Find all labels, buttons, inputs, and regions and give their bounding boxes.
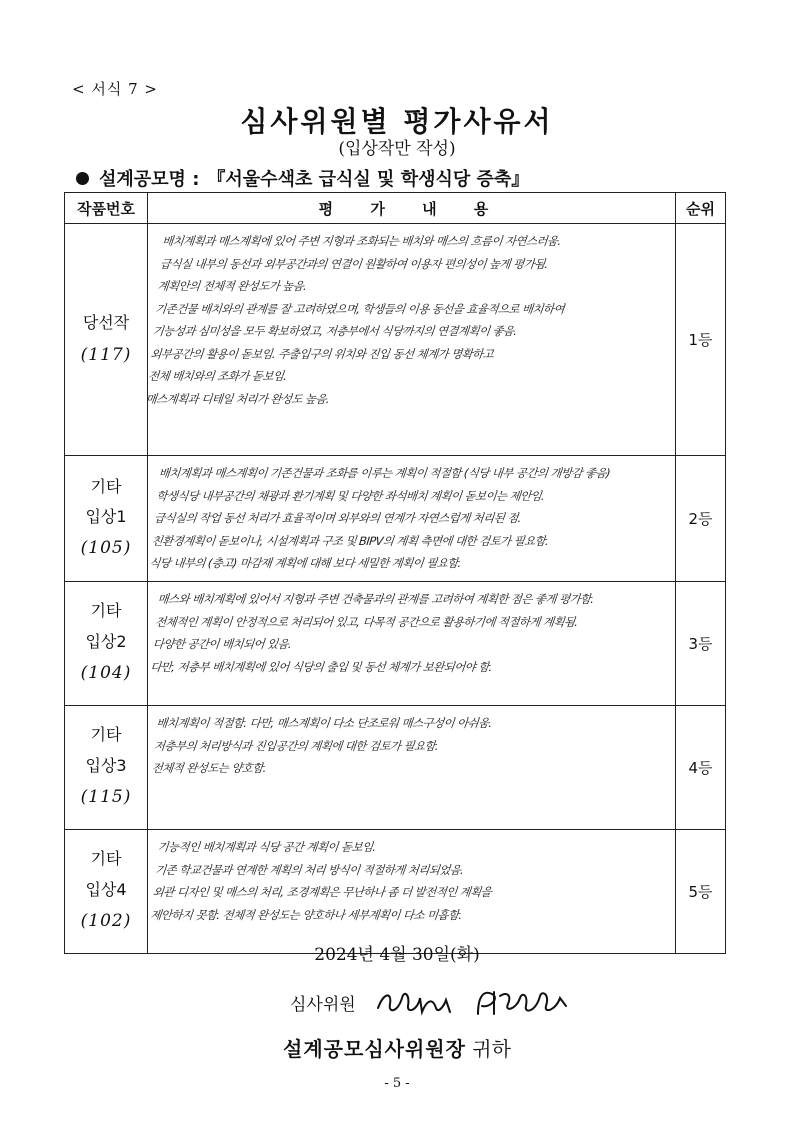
handwritten-line: 다만, 저층부 배치계획에 있어 식당의 출입 및 동선 체계가 보완되어야 함. (149, 659, 493, 673)
entry-number: (105) (80, 538, 132, 559)
table-row (65, 829, 726, 953)
rank-cell: 5등 (676, 829, 726, 953)
handwritten-line: 배치계획이 적절함. 다만, 매스계획이 다소 단조로워 매스구성이 아쉬움. (155, 715, 493, 730)
entry-label: 당선작 (82, 313, 130, 333)
handwritten-line: 기존 학교건물과 연계한 계획의 처리 방식이 적절하게 처리되었음. (154, 862, 465, 876)
evaluation-content-cell (145, 224, 676, 456)
entry-cell (65, 829, 148, 953)
bullet-icon (76, 172, 89, 185)
handwritten-line: 매스계획과 디테일 처리가 완성도 높음. (145, 391, 330, 406)
entry-label: 입상4 (85, 879, 127, 899)
handwritten-line: 배치계획과 매스계획에 있어 주변 지형과 조화되는 배치와 매스의 흐름이 자연스러움. (161, 234, 562, 248)
page-number: - 5 - (384, 1076, 410, 1091)
table-row (65, 224, 726, 456)
handwritten-line: 기능성과 심미성을 모두 확보하였고, 저층부에서 식당까지의 연결계획이 좋음. (152, 324, 518, 338)
entry-number: (104) (80, 663, 132, 684)
project-line (76, 165, 529, 191)
evaluation-content-cell (148, 581, 676, 705)
entry-number: (117) (80, 344, 132, 365)
handwritten-line: 다양한 공간이 배치되어 있음. (152, 636, 292, 651)
evaluation-content-cell (148, 456, 676, 582)
table-row (65, 581, 726, 705)
handwritten-line: 전체 배치와의 조화가 돋보임. (147, 369, 288, 383)
handwritten-line: 매스와 배치계획에 있어서 지형과 주변 건축물과의 관계를 고려하여 계획한 점은 좋게 평가함. (156, 591, 595, 606)
addressee-suffix: 귀하 (465, 1037, 511, 1061)
handwritten-line: 급식실 내부의 동선과 외부공간과의 연결이 원활하여 이용자 편의성이 높게 평가됨. (159, 256, 549, 271)
judge-label: 심사위원 (290, 994, 356, 1015)
handwritten-line: 친환경계획이 돋보이나, 시설계획과 구조 및 BIPV의 계획 측면에 대한 검토가 필요함. (150, 533, 550, 548)
column-header-rank: 순위 (676, 193, 726, 224)
handwritten-line: 기존건물 배치와의 관계를 잘 고려하였으며, 학생들의 이용 동선을 효율적으로 배치하여 (154, 301, 565, 316)
addressee-title: 설계공모심사위원장 (283, 1037, 466, 1061)
handwritten-line: 계획안의 전체적 완성도가 높음. (156, 279, 308, 293)
handwritten-line: 저층부의 처리방식과 진입공간의 계획에 대한 검토가 필요함. (153, 738, 439, 752)
column-header-entry-no: 작품번호 (65, 193, 148, 224)
entry-number: (115) (80, 787, 132, 808)
handwritten-line: 외관 디자인 및 매스의 처리, 조경계획은 무난하나 좀 더 발전적인 계획을 (152, 884, 492, 899)
entry-cell (65, 581, 148, 705)
addressee (0, 1033, 794, 1062)
entry-label: 기타 (90, 601, 122, 621)
entry-label: 입상2 (85, 631, 127, 651)
document-title: 심사위원별 평가사유서 (240, 105, 554, 138)
entry-label: 입상1 (85, 507, 127, 527)
handwritten-line: 전체적 완성도는 양호함. (150, 760, 267, 775)
entry-cell (65, 705, 148, 829)
table-header-row (65, 193, 726, 224)
entry-number: (102) (80, 911, 132, 932)
entry-label: 입상3 (85, 755, 127, 775)
table-row (65, 456, 726, 582)
judge-signature (374, 984, 574, 1020)
handwritten-line: 기능적인 배치계획과 식당 공간 계획이 돋보임. (156, 839, 377, 854)
column-header-content: 평 가 내 용 (148, 193, 676, 224)
rank-cell: 3등 (676, 581, 726, 705)
handwritten-line: 배치계획과 매스계획이 기존건물과 조화를 이루는 계획이 적절함 (식당 내부 공간의 개방감 좋음) (158, 466, 611, 480)
rank-cell: 2등 (676, 456, 726, 582)
form-number: < 서식 7 > (72, 80, 158, 98)
table-row (65, 705, 726, 829)
project-label: 설계공모명 : (99, 169, 200, 190)
handwritten-line: 외부공간의 활용이 돋보임. 주출입구의 위치와 진입 동선 체계가 명확하고 (149, 346, 494, 361)
rank-cell: 4등 (676, 705, 726, 829)
entry-cell (65, 224, 148, 456)
entry-label: 기타 (90, 849, 122, 869)
handwritten-line: 전체적인 계획이 안정적으로 처리되어 있고, 다목적 공간으로 활용하기에 적절하게 계획됨. (154, 614, 579, 628)
evaluation-table (64, 192, 726, 954)
document-subtitle: (입상작만 작성) (338, 139, 456, 159)
handwritten-line: 제안하지 못함. 전체적 완성도는 양호하나 세부계획이 다소 미흡함. (149, 907, 463, 921)
entry-label: 기타 (90, 476, 122, 496)
document-date: 2024년 4월 30일(화) (314, 945, 480, 965)
rank-cell: 1등 (676, 224, 726, 456)
entry-cell (65, 456, 148, 582)
judge-signature-line (290, 984, 574, 1020)
handwritten-line: 급식실의 작업 동선 처리가 효율적이며 외부와의 연계가 자연스럽게 처리된 점. (153, 511, 522, 525)
project-name: 『서울수색초 급식실 및 학생식당 증축』 (207, 169, 530, 190)
evaluation-content-cell (148, 829, 676, 953)
entry-label: 기타 (90, 725, 122, 745)
handwritten-line: 식당 내부의 (층고) 마감재 계획에 대해 보다 세밀한 계획이 필요함. (148, 556, 462, 570)
evaluation-content-cell (148, 705, 676, 829)
handwritten-line: 학생식당 내부공간의 채광과 환기계획 및 다양한 좌석배치 계획이 돋보이는 제안임. (155, 488, 545, 503)
